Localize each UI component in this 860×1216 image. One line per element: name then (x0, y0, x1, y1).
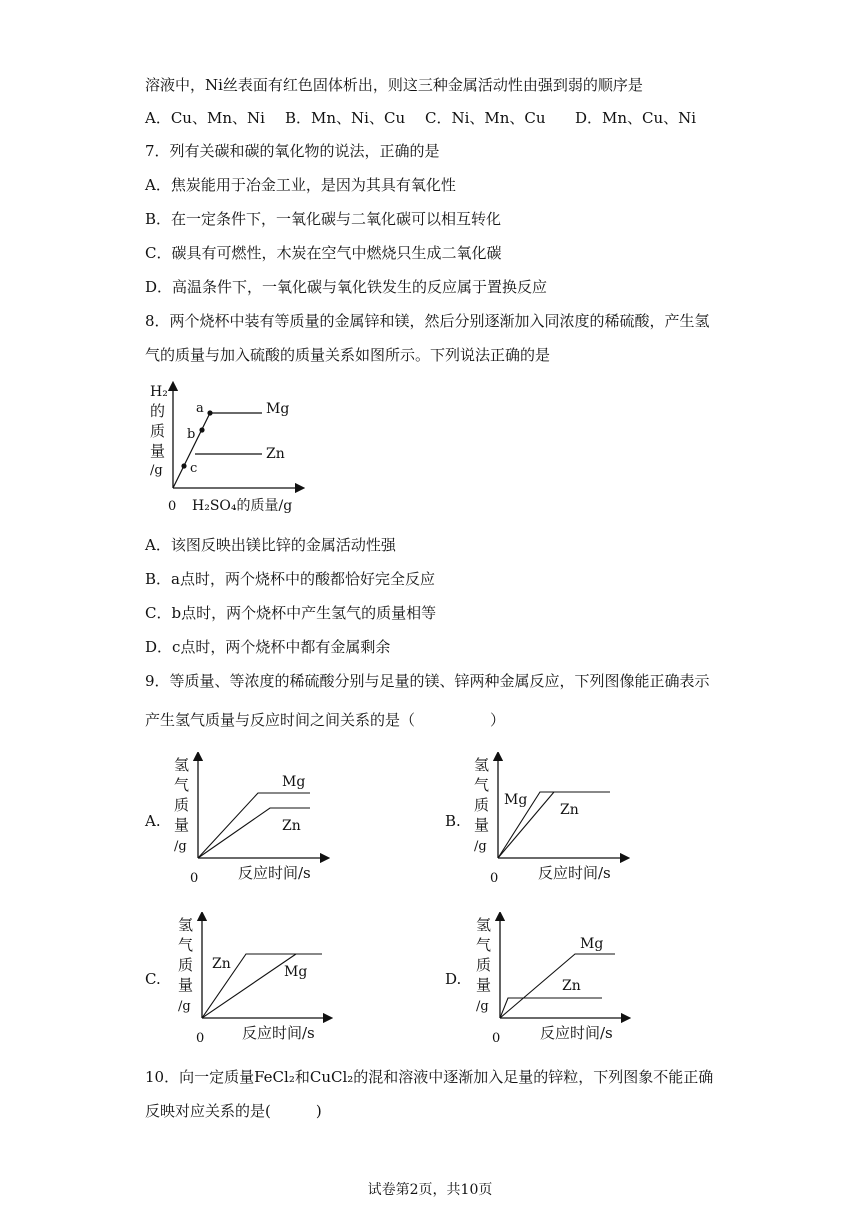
q8-label-zn: Zn (266, 446, 285, 462)
q8-ylabel-3: 量 (150, 442, 166, 460)
q8-option-c: C．b点时，两个烧杯中产生氢气的质量相等 (145, 604, 437, 622)
q9b-bottom-label: Zn (560, 802, 579, 818)
q9d-line-mg (500, 954, 615, 1018)
q9d-ylabel-4: /g (476, 999, 489, 1014)
q7-option-d: D．高温条件下，一氧化碳与氧化铁发生的反应属于置换反应 (145, 278, 548, 296)
q9c-bottom-label: Mg (284, 964, 308, 980)
q8-ylabel-4: /g (150, 463, 163, 478)
q9b-xlabel: 反应时间/s (538, 864, 611, 882)
q8-xlabel: H₂SO₄的质量/g (192, 498, 293, 514)
q9a-origin: 0 (190, 871, 199, 886)
q8-label-c: c (190, 461, 198, 476)
q9-graph-d-label: D. (445, 970, 462, 988)
q9d-ylabel-3: 量 (476, 976, 492, 994)
q9b-origin: 0 (490, 871, 499, 886)
q10-stem-line1: 10．向一定质量FeCl₂和CuCl₂的混和溶液中逐渐加入足量的锌粒，下列图象不能正确 (145, 1068, 714, 1086)
q9-graph-a (170, 752, 340, 887)
q9a-top-label: Mg (282, 774, 306, 790)
q9b-ylabel-2: 质 (474, 796, 490, 814)
q8-ylabel-2: 质 (150, 422, 166, 440)
q9-stem-line1: 9．等质量、等浓度的稀硫酸分别与足量的镁、锌两种金属反应，下列图像能正确表示 (145, 672, 710, 690)
q9-graph-b-label: B. (445, 812, 461, 830)
q9-graph-b (470, 752, 640, 887)
q6-stem-continuation: 溶液中，Ni丝表面有红色固体析出，则这三种金属活动性由强到弱的顺序是 (145, 76, 643, 94)
q8-option-a: A．该图反映出镁比锌的金属活动性强 (145, 536, 396, 554)
q9c-ylabel-4: /g (178, 999, 191, 1014)
q9b-ylabel-1: 气 (474, 776, 490, 794)
q9d-ylabel-0: 氢 (476, 916, 492, 934)
q9c-ylabel-2: 质 (178, 956, 194, 974)
q8-option-b: B．a点时，两个烧杯中的酸都恰好完全反应 (145, 570, 435, 588)
q8-ylabel-1: 的 (150, 402, 166, 420)
q8-label-mg: Mg (266, 401, 290, 417)
q8-point-c (181, 463, 186, 468)
q9d-ylabel-2: 质 (476, 956, 492, 974)
q9c-top-label: Zn (212, 956, 231, 972)
q9b-top-label: Mg (504, 792, 528, 808)
q8-label-b: b (187, 427, 196, 442)
q6-option-d: D．Mn、Cu、Ni (575, 109, 697, 127)
q9c-ylabel-1: 气 (178, 936, 194, 954)
q9a-bottom-label: Zn (282, 818, 301, 834)
q8-stem-line1: 8．两个烧杯中装有等质量的金属锌和镁，然后分别逐渐加入同浓度的稀硫酸，产生氢 (145, 312, 710, 330)
q9c-ylabel-0: 氢 (178, 916, 194, 934)
q8-label-a: a (196, 401, 204, 416)
q10-stem-line2: 反映对应关系的是( ) (145, 1102, 322, 1120)
q8-stem-line2: 气的质量与加入硫酸的质量关系如图所示。下列说法正确的是 (145, 346, 551, 364)
q9-graph-a-label: A. (145, 812, 161, 830)
q6-option-c: C．Ni、Mn、Cu (425, 109, 546, 127)
q8-line-mg (173, 413, 262, 488)
q6-option-a: A．Cu、Mn、Ni (145, 109, 265, 127)
q9d-origin: 0 (492, 1031, 501, 1046)
q9a-ylabel-4: /g (174, 839, 187, 854)
q9b-ylabel-0: 氢 (474, 756, 490, 774)
q7-option-a: A．焦炭能用于冶金工业，是因为其具有氧化性 (145, 176, 456, 194)
q9a-ylabel-3: 量 (174, 816, 190, 834)
q9-graph-d (470, 912, 640, 1047)
q9c-xlabel: 反应时间/s (242, 1024, 315, 1042)
q7-option-b: B．在一定条件下，一氧化碳与二氧化碳可以相互转化 (145, 210, 502, 228)
q9c-origin: 0 (196, 1031, 205, 1046)
q7-option-c: C．碳具有可燃性，木炭在空气中燃烧只生成二氧化碳 (145, 244, 502, 262)
q9a-ylabel-1: 气 (174, 776, 190, 794)
q9d-line-zn (500, 998, 602, 1018)
q9-graph-c (170, 912, 340, 1047)
q8-point-a (207, 410, 212, 415)
page-footer: 试卷第2页，共10页 (367, 1182, 493, 1198)
q9b-ylabel-4: /g (474, 839, 487, 854)
q9d-bottom-label: Zn (562, 978, 581, 994)
q9-graph-c-label: C. (145, 970, 161, 988)
q8-point-b (199, 427, 204, 432)
q9d-ylabel-1: 气 (476, 936, 492, 954)
q6-options (145, 108, 696, 128)
q6-option-b: B．Mn、Ni、Cu (285, 109, 406, 127)
q8-option-d: D．c点时，两个烧杯中都有金属剩余 (145, 638, 391, 656)
q9b-ylabel-3: 量 (474, 816, 490, 834)
q8-ylabel-0: H₂ (150, 384, 168, 400)
q8-figure (140, 380, 310, 520)
q9a-xlabel: 反应时间/s (238, 864, 311, 882)
q8-origin: 0 (168, 499, 177, 514)
q7-stem: 7．列有关碳和碳的氧化物的说法，正确的是 (145, 142, 440, 160)
q9a-ylabel-2: 质 (174, 796, 190, 814)
q9d-xlabel: 反应时间/s (540, 1024, 613, 1042)
q9c-ylabel-3: 量 (178, 976, 194, 994)
q9-stem-line2: 产生氢气质量与反应时间之间关系的是（ ） (145, 711, 506, 729)
q9a-ylabel-0: 氢 (174, 756, 190, 774)
q9d-top-label: Mg (580, 936, 604, 952)
